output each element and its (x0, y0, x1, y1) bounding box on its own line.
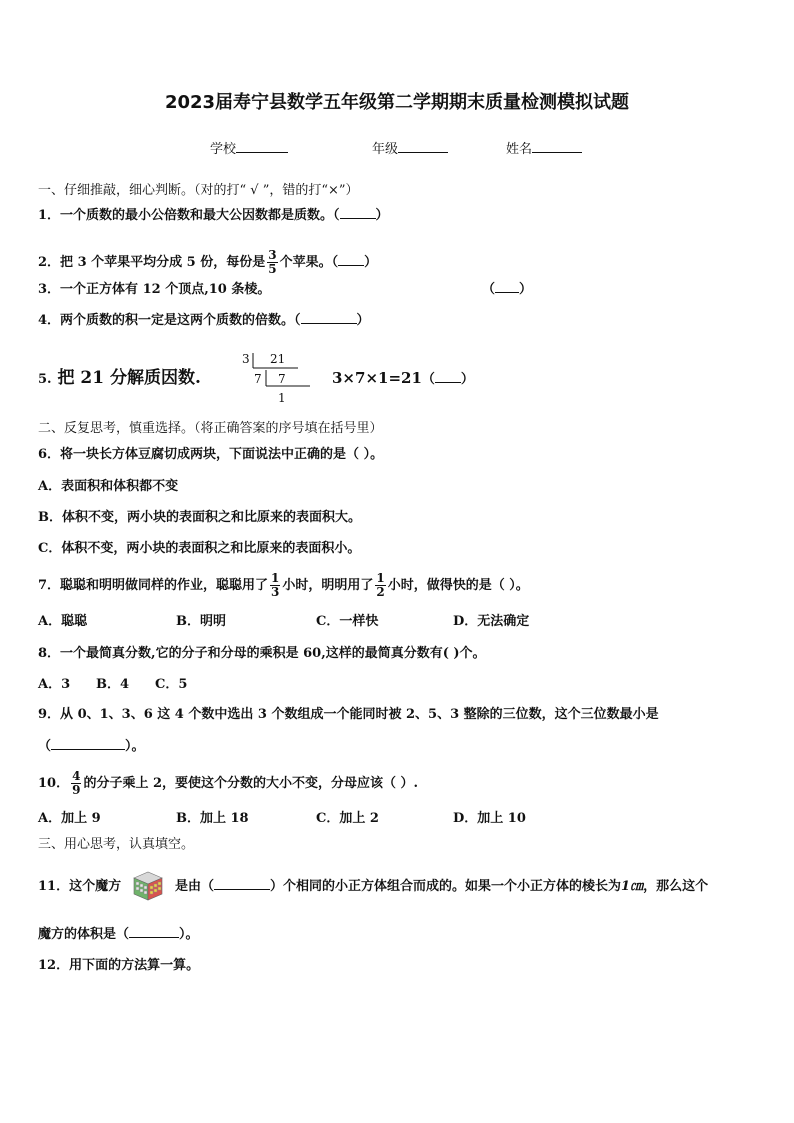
question-10-option-c[interactable]: C．加上 2 (316, 811, 379, 826)
school-field[interactable] (210, 142, 288, 158)
fraction-1-2: $\frac{1}{2}$ (376, 571, 385, 599)
question-3: 3．一个正方体有 12 个顶点,10 条棱。 (38, 282, 271, 297)
grade-field[interactable] (372, 142, 448, 158)
question-8-option-b[interactable]: B．4 (96, 677, 130, 692)
question-8: 8．一个最简真分数,它的分子和分母的乘积是 60,这样的最简真分数有( )个。 (38, 646, 486, 661)
question-10-option-a[interactable]: A．加上 9 (38, 811, 101, 826)
short-division-diagram: 3 21 7 7 1 (242, 352, 286, 405)
section-2-heading: 二、反复思考，慎重选择。（将正确答案的序号填在括号里） (38, 421, 383, 436)
question-6-option-b[interactable]: B．体积不变，两小块的表面积之和比原来的表面积大。 (38, 510, 361, 525)
section-1-heading: 一、仔细推敲，细心判断。（对的打“ √ ”，错的打“×”） (38, 183, 359, 198)
question-7-option-a[interactable]: A．聪聪 (38, 614, 88, 629)
fraction-1-3: $\frac{1}{3}$ (271, 571, 280, 599)
grade-label: 年级 (372, 142, 399, 157)
question-4: 4．两个质数的积一定是这两个质数的倍数。（ ） (38, 313, 370, 328)
question-11-line2: 魔方的体积是（ ）。 (38, 927, 199, 942)
question-6-option-a[interactable]: A．表面积和体积都不变 (38, 479, 179, 494)
unit-cm: 1㎝ (621, 879, 644, 894)
rubiks-cube-image (131, 870, 165, 902)
question-11-start: 11．这个魔方 (38, 879, 122, 894)
question-1: 1．一个质数的最小公倍数和最大公因数都是质数。（ ） (38, 208, 389, 223)
question-7-option-d[interactable]: D．无法确定 (453, 614, 530, 629)
question-5-label: 5. (38, 372, 52, 387)
question-8-option-c[interactable]: C．5 (155, 677, 188, 692)
question-6-option-c[interactable]: C．体积不变，两小块的表面积之和比原来的表面积小。 (38, 541, 361, 556)
name-label: 姓名 (506, 142, 533, 157)
question-10-option-b[interactable]: B．加上 18 (176, 811, 249, 826)
school-label: 学校 (210, 142, 237, 157)
question-7: 7．聪聪和明明做同样的作业，聪聪用了 $\frac{1}{3}$ 小时，明明用了 $\frac{1}{2}$ 小时，做得快的是（ ）。 (38, 571, 529, 599)
question-11-middle: 是由（ ）个相同的小正方体组合而成的。如果一个小正方体的棱长为1㎝，那么这个 (175, 879, 709, 894)
question-2: 2．把 3 个苹果平均分成 5 份，每份是 $\frac{3}{5}$ 个苹果。（ ） (38, 248, 378, 276)
question-5 (38, 368, 201, 390)
question-10-option-d[interactable]: D．加上 10 (453, 811, 526, 826)
question-8-option-a[interactable]: A．3 (38, 677, 71, 692)
name-field[interactable] (506, 142, 582, 158)
question-5-text: 把 21 分解质因数. (57, 368, 201, 388)
question-7-option-b[interactable]: B．明明 (176, 614, 226, 629)
question-7-option-c[interactable]: C．一样快 (316, 614, 379, 629)
question-3-answer[interactable]: （ ） (482, 282, 533, 297)
fraction-3-5: $\frac{3}{5}$ (268, 248, 277, 276)
question-6: 6．将一块长方体豆腐切成两块，下面说法中正确的是（ ）。 (38, 447, 384, 462)
question-10: 10． $\frac{4}{9}$ 的分子乘上 2，要使这个分数的大小不变，分母应该（ ）. (38, 769, 419, 797)
fraction-4-9: $\frac{4}{9}$ (72, 769, 81, 797)
section-3-heading: 三、用心思考，认真填空。 (38, 837, 195, 852)
question-9-answer[interactable]: （ ）。 (38, 739, 145, 754)
question-9: 9．从 0、1、3、6 这 4 个数中选出 3 个数组成一个能同时被 2、5、3 整除的三位数，这个三位数最小是 (38, 707, 659, 722)
page-title: 2023届寿宁县数学五年级第二学期期末质量检测模拟试题 (164, 92, 630, 113)
question-5-equation: 3×7×1=21（ ） (332, 369, 474, 387)
question-12: 12．用下面的方法算一算。 (38, 958, 200, 973)
